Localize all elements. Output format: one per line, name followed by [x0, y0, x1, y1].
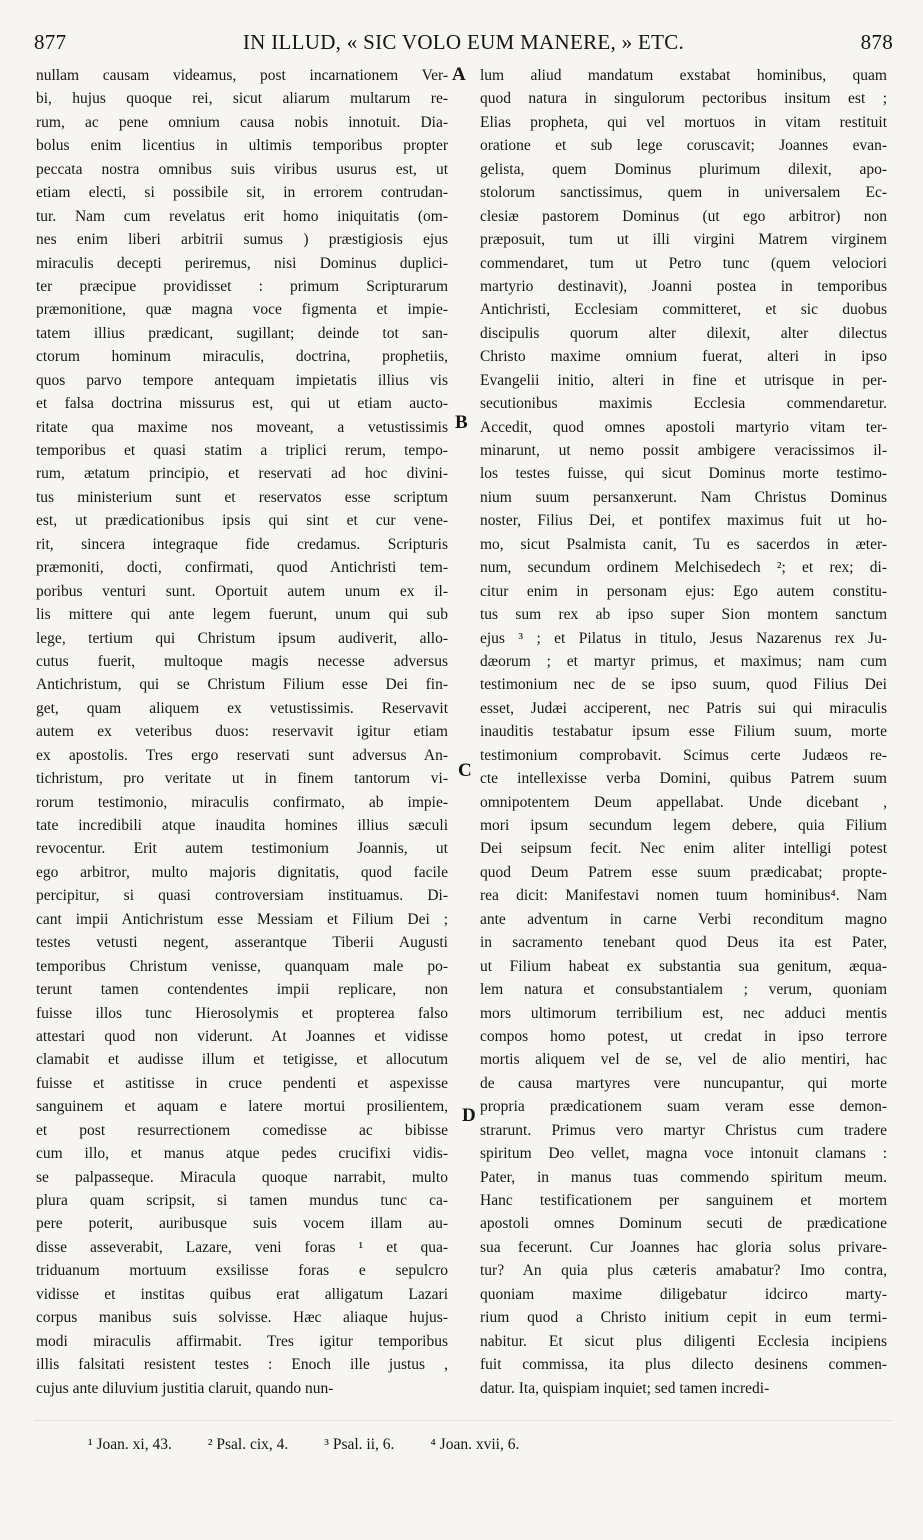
text-line: autem ex veteribus duos: reservavit igitur etiam — [36, 723, 448, 741]
text-line: quos parvo tempore antequam impietatis illius vis — [36, 371, 448, 389]
text-line: modi miraculis affirmabit. Tres igitur temporibus — [36, 1332, 448, 1350]
text-line: revocentur. Erit autem testimonium Joannis, ut — [36, 840, 448, 858]
text-line: Evangelii initio, alteri in fine et utrisque in per- — [480, 371, 887, 389]
text-line: triduanum mortuum exsilisse foras e sepulcro — [36, 1262, 448, 1280]
text-line: commendaret, tum ut Petro tunc (quem velociori — [480, 254, 887, 272]
text-line: ter præcipue providisset : primum Scripturarum — [36, 277, 448, 295]
text-line: fuisse illos tunc Hierosolymis et propterea falso — [36, 1004, 448, 1022]
text-line: de causa martyres vere nuncupantur, qui morte — [480, 1074, 887, 1092]
text-line: tichristum, pro veritate ut in finem tantorum vi- — [36, 770, 448, 788]
text-line: se palpasseque. Miracula quoque narrabit, multo — [36, 1168, 448, 1186]
text-line: quod natura in singulorum pectoribus insitum est ; — [480, 90, 887, 108]
text-line: omnipotentem Deum appellabat. Unde dicebant , — [480, 793, 887, 811]
text-line: apostoli omnes Dominum secuti de prædicatione — [480, 1215, 887, 1233]
text-line: lum aliud mandatum exstabat hominibus, quam — [480, 67, 887, 84]
text-line: datur. Ita, quispiam inquiet; sed tamen incredi- — [480, 1379, 770, 1397]
text-line: ante adventum in carne Verbi reconditum magno — [480, 910, 887, 928]
text-line: nes enim liberi arbitrii sumus ) præstigiosis ejus — [36, 231, 448, 249]
right-column — [480, 64, 887, 1400]
text-line: vidisse et institas quibus erat alligatum Lazari — [36, 1285, 448, 1303]
text-line: mo, sicut Psalmista canit, Tu es sacerdos in æter- — [480, 535, 887, 553]
text-line: los testes fuisse, qui sicut Dominus morte testimo- — [480, 465, 887, 483]
text-line: rium quod a Christo initium cepit in eum termi- — [480, 1309, 887, 1327]
text-line: citur enim in personam ejus: Ego autem constitu- — [480, 582, 887, 600]
text-line: noster, Filius Dei, et pontifex maximus fuit ut ho- — [480, 512, 887, 530]
text-line: testimonium comprobavit. Scimus certe Judæos re- — [480, 746, 887, 764]
text-line: oratione et sub lege coruscavit; Joannes evan- — [480, 137, 887, 155]
page-number-left: 877 — [34, 30, 67, 54]
text-line: nullam causam videamus, post incarnationem Ver- — [36, 67, 448, 84]
text-line: mors ultimorum terribilium est, nec adduci mentis — [480, 1004, 887, 1022]
footnote-divider — [34, 1420, 892, 1421]
text-line: quoniam maxime diligebatur idcirco marty- — [480, 1285, 887, 1303]
text-line: poribus venturi sunt. Oportuit autem unum ex il- — [36, 582, 448, 600]
text-line: nium suum persanxerunt. Nam Christus Dominus — [480, 488, 887, 506]
text-line: bi, hujus quoque rei, sicut aliarum multarum re- — [36, 90, 448, 108]
text-line: quod Deum Patrem esse suum prædicabat; propte- — [480, 863, 887, 881]
text-line: temporibus et quasi statim a triplici rerum, tempo- — [36, 442, 448, 459]
text-line: ctorum hominum miraculis, doctrina, prophetiis, — [36, 348, 448, 366]
section-marker-a: A — [452, 64, 466, 85]
text-line: fuit commissa, ita plus dilecto desinens commen- — [480, 1356, 887, 1374]
text-line: clesiæ pastorem Dominus (ut ego arbitror) non — [480, 207, 887, 225]
text-line: Accedit, quod omnes apostoli martyrio vitam ter- — [480, 418, 887, 436]
text-line: get, quam aliquem ex vetustissimis. Reservavit — [36, 699, 448, 717]
text-line: est, ut prædicationibus ipsis qui sint et cur vene- — [36, 512, 448, 530]
text-line: temporibus Christum venisse, quanquam male po- — [36, 957, 448, 975]
text-line: inauditis testabatur ipsum esse Filium suum, morte — [480, 723, 887, 741]
text-line: pere poterit, auribusque suis vocem illam au- — [36, 1215, 448, 1233]
text-line: tus ministerium sunt et reservatos esse scriptum — [36, 488, 448, 506]
text-line: peccata nostra omnibus suis viribus usurus est, ut — [36, 160, 448, 178]
text-line: Elias propheta, qui vel mortuos in vitam restituit — [480, 113, 887, 131]
text-line: percipitur, si quasi controversiam instituamus. Di- — [36, 887, 448, 905]
text-line: fuisse et astitisse in cruce pendenti et aspexisse — [36, 1074, 448, 1092]
footnote: ⁴ Joan. xvii, 6. — [430, 1436, 520, 1453]
text-line: ex apostolis. Tres ergo reservati sunt adversus An- — [36, 746, 448, 764]
footnotes — [88, 1436, 848, 1454]
text-line: disse asseverabit, Lazare, veni foras ¹ et qua- — [36, 1238, 448, 1256]
text-line: nabitur. Et sicut plus diligenti Ecclesia incipiens — [480, 1332, 887, 1350]
text-line: num, secundum ordinem Melchisedech ²; et rex; di- — [480, 559, 887, 577]
text-line: sanguinem et aquam e latere mortui prosilientem, — [36, 1098, 448, 1116]
text-line: mortis aliquem vel de se, vel de alio mentiri, hac — [480, 1051, 887, 1069]
text-line: etiam electi, si possibile sit, in errorem contrudan- — [36, 184, 448, 202]
text-line: tur? An quia plus cæteris amabatur? Imo contra, — [480, 1262, 887, 1280]
text-line: lege, tertium qui Christum ipsum audiverit, allo- — [36, 629, 448, 647]
text-line: ego arbitror, multo majoris dignitatis, quod facile — [36, 863, 448, 881]
text-line: tatem illius prædicant, sugillant; deinde tot san- — [36, 324, 448, 342]
section-marker-d: D — [462, 1105, 476, 1126]
text-line: in sacramento tenebant quod Deus ita est Pater, — [480, 934, 887, 952]
text-line: ritate qua maxime nos moveant, a vetustissimis — [36, 418, 448, 436]
text-line: et falsa doctrina missurus est, qui ut etiam aucto- — [36, 395, 448, 413]
page-number-right: 878 — [860, 30, 893, 54]
text-line: propria prædicationem suam veram esse demon- — [480, 1098, 887, 1116]
text-line: bolus enim licentius in ultimis temporibus propter — [36, 137, 448, 155]
text-line: Pater, in manus tuas commendo spiritum meum. — [480, 1168, 887, 1186]
text-line: rit, sincera integraque fide credamus. Scripturis — [36, 535, 448, 553]
running-header — [34, 30, 893, 60]
text-line: præmoniti, docti, confirmati, quod Antichristi tem- — [36, 559, 448, 577]
text-line: gelista, quem Dominus plurimum dilexit, apo- — [480, 160, 887, 178]
text-line: cutus fuerit, multoque magis necesse adversus — [36, 652, 448, 670]
text-line: sua fecerunt. Cur Joannes hac gloria solus privare- — [480, 1238, 887, 1256]
section-marker-c: C — [458, 760, 472, 781]
running-title: IN ILLUD, « SIC VOLO EUM MANERE, » ETC. — [242, 30, 685, 54]
text-line: cujus ante diluvium justitia claruit, quando nun- — [36, 1379, 334, 1397]
text-line: testes vetusti negent, asserantque Tiberii Augusti — [36, 934, 448, 952]
text-line: esset, Judæi acciperent, nec Patris sui qui miraculis — [480, 699, 887, 717]
text-line: martyrio destinavit), Joanni postea in temporibus — [480, 277, 887, 295]
text-line: lem natura et consubstantialem ; verum, quoniam — [480, 981, 887, 999]
text-line: cant impii Antichristum esse Messiam et Filium Dei ; — [36, 910, 448, 928]
left-column — [36, 64, 448, 1400]
text-line: rorum testimonio, miraculis confirmato, ab impie- — [36, 793, 448, 811]
text-line: Antichristi, Ecclesiam committeret, et sic duobus — [480, 301, 887, 319]
text-line: Hanc testificationem per sanguinem et mortem — [480, 1192, 887, 1209]
text-line: rea dicit: Manifestavi nomen tuum hominibus⁴. Nam — [480, 887, 887, 905]
text-line: tus sum rex ab ipso super Sion montem sanctum — [480, 606, 887, 624]
footnote: ³ Psal. ii, 6. — [324, 1436, 395, 1453]
text-line: miraculis decepti periremus, nisi Dominus duplici- — [36, 254, 448, 272]
text-line: terunt tamen contendentes impii replicare, non — [36, 981, 448, 999]
text-line: lis mittere qui ante legem fuerunt, unum qui sub — [36, 606, 448, 624]
footnote: ¹ Joan. xi, 43. — [88, 1436, 172, 1453]
text-line: secutionibus maximis Ecclesia commendaretur. — [480, 395, 887, 413]
footnote: ² Psal. cix, 4. — [207, 1436, 289, 1453]
text-line: ejus ³ ; et Pilatus in titulo, Jesus Nazarenus rex Ju- — [480, 629, 887, 647]
text-line: illis falsitati resistent testes : Enoch ille justus , — [36, 1356, 448, 1374]
text-line: præposuit, tum ut illi virgini Matrem virginem — [480, 231, 887, 249]
text-line: ut Filium habeat ex substantia sua genitum, æqua- — [480, 957, 887, 975]
text-line: præmonitione, quæ magna voce figmenta et impie- — [36, 301, 448, 319]
text-line: minarunt, ut nemo possit ambigere veracissimos il- — [480, 442, 887, 459]
text-line: strarunt. Primus vero martyr Christus cum tradere — [480, 1121, 887, 1139]
text-line: et post resurrectionem comedisse ac bibisse — [36, 1121, 448, 1139]
text-line: attestari quod non viderunt. At Joannes et vidisse — [36, 1027, 448, 1045]
text-line: rum, ætatum principio, et reservati ad hoc divini- — [36, 465, 448, 483]
text-line: cum illo, et manus atque pedes crucifixi vidis- — [36, 1145, 448, 1163]
text-line: testimonium nec de se ipso suum, quod Filius Dei — [480, 676, 887, 694]
text-line: corpus manibus suis solvisse. Hæc aliaque hujus- — [36, 1309, 448, 1327]
text-line: mori ipsum secundum legem debere, quia Filium — [480, 817, 887, 834]
text-line: tate incredibili atque inaudita homines illius sæculi — [36, 817, 448, 834]
text-line: dæorum ; et martyr primus, et maximus; nam cum — [480, 652, 887, 670]
text-line: Dei seipsum fecit. Nec enim aliter intelligi potest — [480, 840, 887, 858]
text-line: discipulis quorum alter dilexit, alter dilectus — [480, 324, 887, 342]
text-line: stolorum sanctissimus, quem in universalem Ec- — [480, 184, 887, 202]
text-line: rum, ac pene omnium causa nobis innotuit. Dia- — [36, 113, 448, 131]
text-line: clamabit et audisse illum et tetigisse, et allocutum — [36, 1051, 448, 1069]
text-line: cte intellexisse verba Domini, quibus Patrem suum — [480, 770, 887, 788]
text-line: compos homo potest, ut credat in ipso terrore — [480, 1027, 887, 1045]
text-line: plura quam scripsit, si tamen mundus tunc ca- — [36, 1192, 448, 1209]
text-line: spiritum Deo vellet, magna voce intonuit clamans : — [480, 1145, 887, 1163]
text-line: tur. Nam cum revelatus erit homo iniquitatis (om- — [36, 207, 448, 225]
section-marker-b: B — [455, 412, 468, 433]
text-line: Christo maxime omnium fuerat, alteri in ipso — [480, 348, 887, 366]
text-line: Antichristum, qui se Christum Filium esse Dei fin- — [36, 676, 448, 694]
